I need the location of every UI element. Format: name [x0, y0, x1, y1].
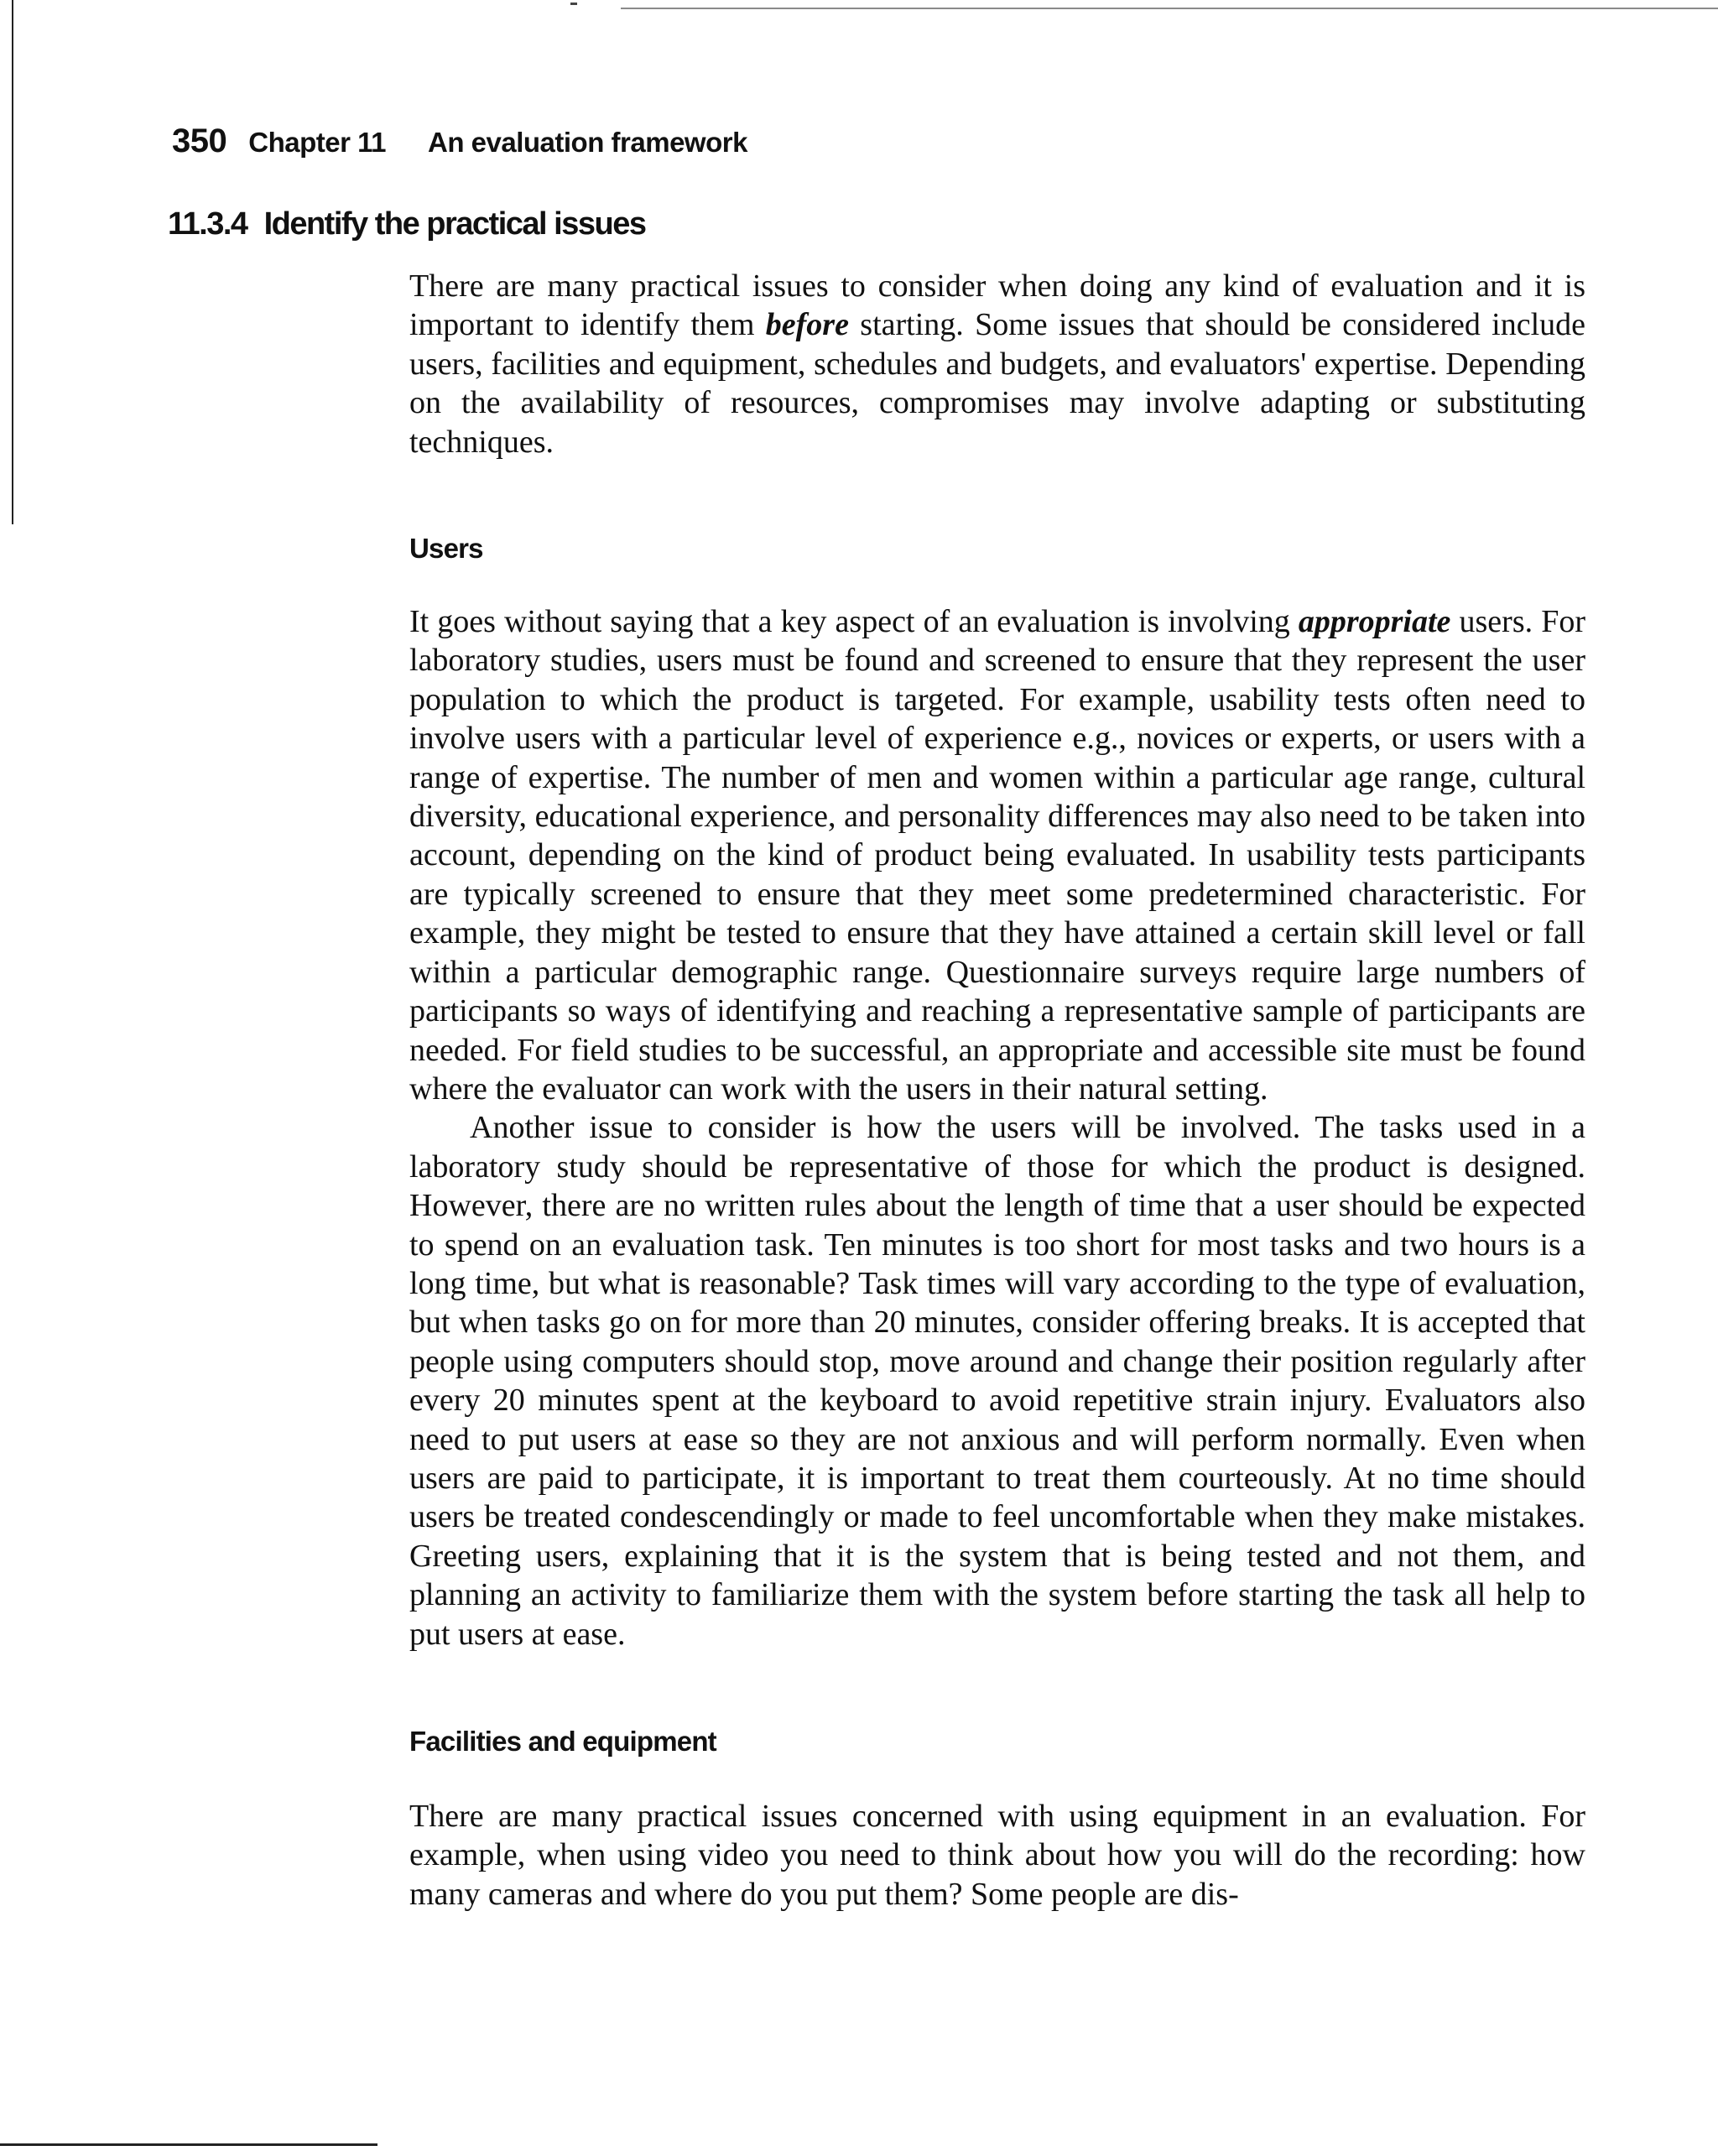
- users-p1-text-1: It goes without saying that a key aspect of an evaluation is involving: [409, 604, 1299, 640]
- facilities-heading: Facilities and equipment: [409, 1726, 716, 1757]
- scan-mark-top: [570, 3, 577, 5]
- section-number: 11.3.4: [168, 206, 247, 242]
- users-p1-text-2: users. For laboratory studies, users must be found and screened to ensure that they represent the user population to which the product is targeted. For example, usability tests often need to involve users with a particular level of experience e.g., novices or experts, or users with a range of expertise. The number of men and women within a particular age range, cultural diversity, educational experience, and personality differences may also need to be taken into account, depending on the kind of product being evaluated. In usability tests participants are typically screened to ensure that they meet some predetermined characteristic. For example, they might be tested to ensure that they have attained a certain skill level or fall within a particular demographic range. Questionnaire surveys require large numbers of participants so ways of identifying and reaching a representative sample of participants are needed. For field studies to be successful, an appropriate and accessible site must be found where the evaluator can work with the users in their natural setting.: [409, 604, 1585, 1107]
- section-heading: [168, 206, 645, 242]
- scan-edge-line-top: [621, 8, 1718, 9]
- users-p1-emphasis: appropriate: [1298, 604, 1451, 640]
- body-text: [409, 267, 1585, 1914]
- section-title: Identify the practical issues: [263, 206, 646, 242]
- facilities-paragraph-1: There are many practical issues concerned with using equipment in an evaluation. For example, when using video you need to think about how you will do the recording: how many cameras and where do you put them? Some people are dis-: [409, 1799, 1585, 1912]
- intro-paragraph: [409, 267, 1585, 461]
- page-number: 350: [172, 122, 227, 159]
- scan-edge-line-bottom: [0, 2143, 377, 2146]
- users-heading: Users: [409, 533, 483, 565]
- intro-emphasis: before: [765, 307, 849, 343]
- users-paragraph-2: Another issue to consider is how the users will be involved. The tasks used in a laboratory study should be representative of those for which the product is designed. However, there are no written rules about the length of time that a user should be expected to spend on an evaluation task. Ten minutes is too short for most tasks and two hours is a long time, but what is reasonable? Task times will vary according to the type of evaluation, but when tasks go on for more than 20 minutes, consider offering breaks. It is accepted that people using computers should stop, move around and change their position regularly after every 20 minutes spent at the keyboard to avoid repetitive strain injury. Evaluators also need to put users at ease so they are not anxious and will perform normally. Even when users are paid to participate, it is important to treat them courteously. At no time should users be treated condescendingly or made to feel uncomfortable when they make mistakes. Greeting users, explaining that it is the system that is being tested and not them, and planning an activity to familiarize them with the system before starting the task all help to put users at ease.: [409, 1110, 1585, 1652]
- running-header: [172, 122, 747, 160]
- chapter-label: Chapter 11: [248, 127, 386, 158]
- intro-text-1: There are many practical issues to consider when doing any kind of evaluation and it is important to identify them: [409, 268, 1585, 343]
- users-paragraph-1: [409, 602, 1585, 1108]
- chapter-title: An evaluation framework: [428, 127, 747, 158]
- intro-text-2: starting. Some issues that should be considered include users, facilities and equipment, schedules and budgets, and evaluators' expertise. Depending on the availability of resources, compromises may involve adapting or substituting techniques.: [409, 307, 1586, 460]
- scan-edge-line-left: [12, 0, 13, 524]
